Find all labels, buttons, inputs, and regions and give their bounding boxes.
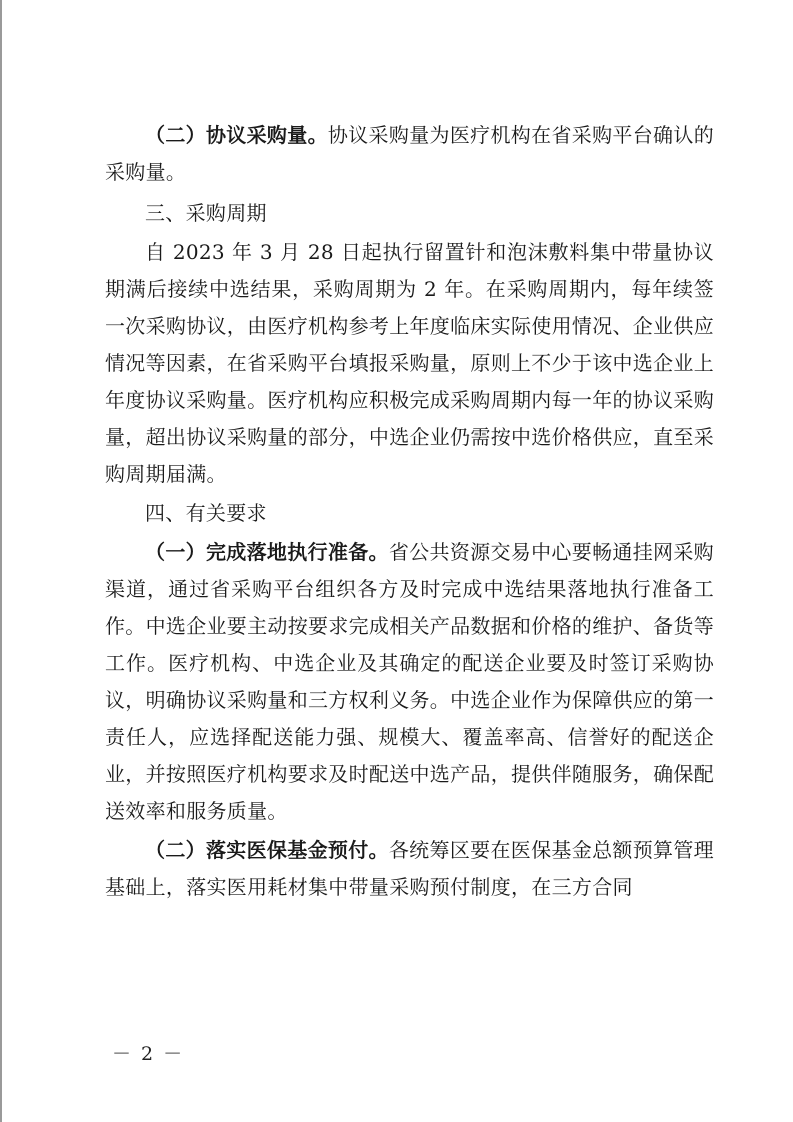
page-edge [0,0,2,1122]
section-heading-requirements: 四、有关要求 [145,501,267,525]
subheading-agreed-volume: （二）协议采购量。 [145,123,328,147]
subheading-implementation-prep: （一）完成落地执行准备。 [145,540,389,564]
page-number: － 2 － [112,1043,185,1065]
paragraph-fund-prepayment: （二）落实医保基金预付。各统筹区要在医保基金总额预算管理基础上，落实医用耗材集中带量采购预付制度，在三方合同 [105,838,714,899]
paragraph-procurement-cycle: 自 2023 年 3 月 28 日起执行留置针和泡沫敷料集中带量协议期满后接续中选结果，采购周期为 2 年。在采购周期内，每年续签一次采购协议，由医疗机构参考上年度临床实际使用情况、企业供应情况等因素，在省采购平台填报采购量，原则上不少于该中选企业上年度协议采购量。医疗机构应积极完成采购周期内每一年的协议采购量，超出协议采购量的部分，中选企业仍需按中选价格供应，直至采购周期届满。 [105,240,714,486]
paragraph-implementation-prep: （一）完成落地执行准备。省公共资源交易中心要畅通挂网采购渠道，通过省采购平台组织各方及时完成中选结果落地执行准备工作。中选企业要主动按要求完成相关产品数据和价格的维护、备货等工作。医疗机构、中选企业及其确定的配送企业要及时签订采购协议，明确协议采购量和三方权利义务。中选企业作为保障供应的第一责任人，应选择配送能力强、规模大、覆盖率高、信誉好的配送企业，并按照医疗机构要求及时配送中选产品，提供伴随服务，确保配送效率和服务质量。 [105,540,714,823]
document-body [105,117,714,906]
paragraph-agreed-volume: （二）协议采购量。协议采购量为医疗机构在省采购平台确认的采购量。 [105,123,715,184]
section-heading-procurement-cycle: 三、采购周期 [145,201,267,225]
subheading-fund-prepayment: （二）落实医保基金预付。 [145,838,389,862]
